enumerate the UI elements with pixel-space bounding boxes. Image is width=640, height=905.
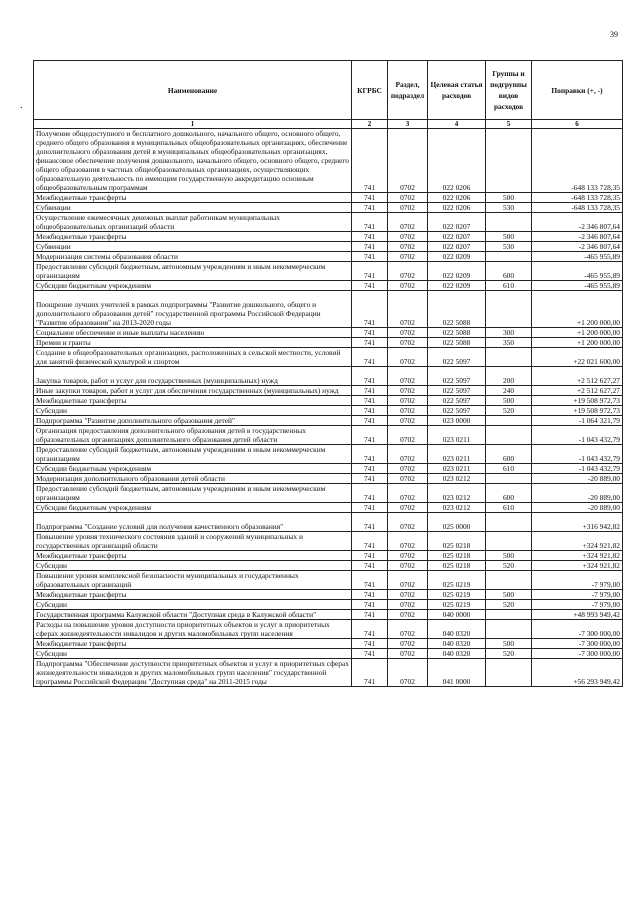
- row-amount: +19 508 972,73: [532, 406, 623, 416]
- row-amount: +324 921,82: [532, 561, 623, 571]
- row-kgrbs: 741: [352, 406, 388, 416]
- row-amount: -1 043 432,79: [532, 445, 623, 464]
- row-target-article: 023 0212: [428, 503, 486, 513]
- table-row: [34, 291, 623, 328]
- row-amount: -648 133 728,35: [532, 193, 623, 203]
- row-razdel: 0702: [388, 328, 428, 338]
- table-row: [34, 252, 623, 262]
- row-expense-type: 610: [486, 464, 532, 474]
- column-number: 6: [532, 120, 623, 129]
- row-target-article: 022 0206: [428, 203, 486, 213]
- row-expense-type: [486, 252, 532, 262]
- row-target-article: 022 0209: [428, 281, 486, 291]
- row-razdel: 0702: [388, 445, 428, 464]
- row-target-article: 023 0211: [428, 445, 486, 464]
- row-target-article: 022 5088: [428, 338, 486, 348]
- row-razdel: 0702: [388, 193, 428, 203]
- row-amount: -1 043 432,79: [532, 426, 623, 445]
- row-expense-type: [486, 291, 532, 328]
- row-expense-type: 520: [486, 649, 532, 659]
- row-kgrbs: 741: [352, 561, 388, 571]
- row-razdel: 0702: [388, 600, 428, 610]
- row-amount: -20 889,00: [532, 503, 623, 513]
- row-name: Модернизация дополнительного образования детей области: [34, 474, 352, 484]
- table-row: [34, 484, 623, 503]
- row-razdel: 0702: [388, 262, 428, 281]
- row-target-article: 022 5097: [428, 386, 486, 396]
- row-razdel: 0702: [388, 610, 428, 620]
- row-name: Подпрограмма "Создание условий для получения качественного образования": [34, 513, 352, 532]
- row-target-article: 022 0209: [428, 262, 486, 281]
- header-target-article: Целевая статья расходов: [428, 61, 486, 120]
- row-expense-type: [486, 659, 532, 687]
- row-name: Получение общедоступного и бесплатного дошкольного, начального общего, основного общего, среднего общего образования в муниципальных общеобразовательных организациях, обеспечение дополнительного образования детей в муниципальных общеобразовательных организациях, финансовое обеспечение получения дошкольного, начального общего, основного общего, среднего общего образования в частных общеобразовательных организациях, осуществляющих образовательную деятельность по имеющим государственную аккредитацию основным общеобразовательным программам: [34, 129, 352, 193]
- table-row: [34, 328, 623, 338]
- row-name: Создание в общеобразовательных организациях, расположенных в сельской местности, условий для занятий физической культурой и спортом: [34, 348, 352, 367]
- row-amount: -2 346 807,64: [532, 232, 623, 242]
- row-expense-type: [486, 213, 532, 232]
- row-target-article: 025 0000: [428, 513, 486, 532]
- row-amount: +1 200 000,00: [532, 328, 623, 338]
- row-kgrbs: 741: [352, 129, 388, 193]
- row-name: Субсидии: [34, 561, 352, 571]
- row-kgrbs: 741: [352, 464, 388, 474]
- row-expense-type: 610: [486, 281, 532, 291]
- table-row: [34, 532, 623, 551]
- row-kgrbs: 741: [352, 659, 388, 687]
- table-row: [34, 600, 623, 610]
- row-razdel: 0702: [388, 639, 428, 649]
- column-number-row: [34, 120, 623, 129]
- row-target-article: 023 0212: [428, 484, 486, 503]
- table-row: [34, 474, 623, 484]
- row-expense-type: 530: [486, 242, 532, 252]
- row-razdel: 0702: [388, 426, 428, 445]
- row-razdel: 0702: [388, 291, 428, 328]
- row-target-article: 022 5097: [428, 406, 486, 416]
- row-kgrbs: 741: [352, 281, 388, 291]
- row-amount: +22 021 600,00: [532, 348, 623, 367]
- row-kgrbs: 741: [352, 386, 388, 396]
- row-razdel: 0702: [388, 129, 428, 193]
- row-expense-type: 350: [486, 338, 532, 348]
- row-expense-type: 500: [486, 232, 532, 242]
- row-razdel: 0702: [388, 416, 428, 426]
- row-name: Подпрограмма "Развитие дополнительного образования детей": [34, 416, 352, 426]
- row-expense-type: [486, 620, 532, 639]
- row-target-article: 025 0219: [428, 600, 486, 610]
- row-razdel: 0702: [388, 590, 428, 600]
- row-kgrbs: 741: [352, 445, 388, 464]
- row-target-article: 023 0211: [428, 426, 486, 445]
- table-row: [34, 571, 623, 590]
- header-razdel: Раздел, подраздел: [388, 61, 428, 120]
- table-row: [34, 129, 623, 193]
- table-row: [34, 551, 623, 561]
- row-expense-type: [486, 416, 532, 426]
- row-kgrbs: 741: [352, 426, 388, 445]
- table-row: [34, 406, 623, 416]
- row-name: Иные закупки товаров, работ и услуг для обеспечения государственных (муниципальных) нужд: [34, 386, 352, 396]
- row-amount: -2 346 807,64: [532, 213, 623, 232]
- row-kgrbs: 741: [352, 348, 388, 367]
- row-expense-type: 520: [486, 600, 532, 610]
- row-expense-type: 600: [486, 484, 532, 503]
- table-row: [34, 348, 623, 367]
- table-row: [34, 590, 623, 600]
- row-razdel: 0702: [388, 551, 428, 561]
- row-amount: -7 979,00: [532, 600, 623, 610]
- row-razdel: 0702: [388, 406, 428, 416]
- header-kgrbs: КГРБС: [352, 61, 388, 120]
- table-row: [34, 338, 623, 348]
- row-target-article: 025 0219: [428, 590, 486, 600]
- row-amount: +1 200 000,00: [532, 338, 623, 348]
- margin-dot: .: [20, 100, 23, 111]
- row-kgrbs: 741: [352, 232, 388, 242]
- row-name: Государственная программа Калужской области "Доступная среда в Калужской области": [34, 610, 352, 620]
- row-kgrbs: 741: [352, 338, 388, 348]
- row-amount: -7 300 000,00: [532, 649, 623, 659]
- row-amount: -648 133 728,35: [532, 129, 623, 193]
- table-row: [34, 242, 623, 252]
- row-razdel: 0702: [388, 484, 428, 503]
- row-name: Межбюджетные трансферты: [34, 396, 352, 406]
- table-row: [34, 386, 623, 396]
- row-name: Межбюджетные трансферты: [34, 193, 352, 203]
- row-kgrbs: 741: [352, 649, 388, 659]
- row-expense-type: [486, 426, 532, 445]
- row-name: Социальное обеспечение и иные выплаты населению: [34, 328, 352, 338]
- row-kgrbs: 741: [352, 193, 388, 203]
- row-target-article: 022 5097: [428, 367, 486, 386]
- row-kgrbs: 741: [352, 242, 388, 252]
- row-expense-type: 500: [486, 551, 532, 561]
- row-target-article: 022 5088: [428, 291, 486, 328]
- column-number: 3: [388, 120, 428, 129]
- table-row: [34, 213, 623, 232]
- row-razdel: 0702: [388, 561, 428, 571]
- row-expense-type: 500: [486, 193, 532, 203]
- row-name: Расходы на повышение уровня доступности приоритетных объектов и услуг в приоритетных сферах жизнедеятельности инвалидов и других маломобильных групп населения: [34, 620, 352, 639]
- row-kgrbs: 741: [352, 532, 388, 551]
- row-expense-type: [486, 513, 532, 532]
- row-name: Субсидии: [34, 406, 352, 416]
- row-expense-type: 500: [486, 590, 532, 600]
- row-amount: +56 293 949,42: [532, 659, 623, 687]
- row-razdel: 0702: [388, 659, 428, 687]
- row-razdel: 0702: [388, 367, 428, 386]
- row-target-article: 022 0207: [428, 213, 486, 232]
- row-amount: -2 346 807,64: [532, 242, 623, 252]
- row-razdel: 0702: [388, 348, 428, 367]
- row-amount: -465 955,89: [532, 262, 623, 281]
- header-expense-type: Группы и подгруппы видов расходов: [486, 61, 532, 120]
- row-target-article: 040 0320: [428, 620, 486, 639]
- row-target-article: 022 0207: [428, 232, 486, 242]
- row-amount: -7 979,00: [532, 590, 623, 600]
- row-name: Модернизация системы образования области: [34, 252, 352, 262]
- row-target-article: 023 0212: [428, 474, 486, 484]
- table-row: [34, 513, 623, 532]
- column-number: 4: [428, 120, 486, 129]
- row-expense-type: 300: [486, 328, 532, 338]
- row-expense-type: 520: [486, 406, 532, 416]
- row-name: Субвенции: [34, 242, 352, 252]
- row-target-article: 025 0218: [428, 532, 486, 551]
- row-razdel: 0702: [388, 338, 428, 348]
- row-kgrbs: 741: [352, 203, 388, 213]
- row-razdel: 0702: [388, 464, 428, 474]
- row-amount: +2 512 627,27: [532, 367, 623, 386]
- row-razdel: 0702: [388, 503, 428, 513]
- row-amount: +48 993 949,42: [532, 610, 623, 620]
- table-row: [34, 561, 623, 571]
- row-amount: -7 979,00: [532, 571, 623, 590]
- row-kgrbs: 741: [352, 513, 388, 532]
- row-razdel: 0702: [388, 649, 428, 659]
- row-kgrbs: 741: [352, 262, 388, 281]
- row-name: Организация предоставления дополнительного образования детей в государственных образовательных организациях дополнительного образования детей области: [34, 426, 352, 445]
- row-name: Повышение уровня комплексной безопасности муниципальных и государственных образовательных организаций: [34, 571, 352, 590]
- column-number: 5: [486, 120, 532, 129]
- row-name: Межбюджетные трансферты: [34, 551, 352, 561]
- table-row: [34, 232, 623, 242]
- row-amount: +324 921,82: [532, 551, 623, 561]
- row-name: Субсидии бюджетным учреждениям: [34, 281, 352, 291]
- row-kgrbs: 741: [352, 474, 388, 484]
- table-row: [34, 659, 623, 687]
- row-amount: +324 921,82: [532, 532, 623, 551]
- row-razdel: 0702: [388, 213, 428, 232]
- row-name: Предоставление субсидий бюджетным, автономным учреждениям и иным некоммерческим организациям: [34, 484, 352, 503]
- row-name: Субсидии бюджетным учреждениям: [34, 503, 352, 513]
- row-razdel: 0702: [388, 242, 428, 252]
- row-kgrbs: 741: [352, 291, 388, 328]
- row-razdel: 0702: [388, 386, 428, 396]
- row-kgrbs: 741: [352, 252, 388, 262]
- table-row: [34, 610, 623, 620]
- row-amount: +2 512 627,27: [532, 386, 623, 396]
- row-kgrbs: 741: [352, 328, 388, 338]
- row-name: Межбюджетные трансферты: [34, 232, 352, 242]
- table-row: [34, 426, 623, 445]
- column-number: 2: [352, 120, 388, 129]
- row-expense-type: [486, 129, 532, 193]
- row-amount: -7 300 000,00: [532, 620, 623, 639]
- row-name: Субсидии: [34, 649, 352, 659]
- row-expense-type: [486, 571, 532, 590]
- row-amount: -20 889,00: [532, 474, 623, 484]
- row-amount: -648 133 728,35: [532, 203, 623, 213]
- row-razdel: 0702: [388, 252, 428, 262]
- table-row: [34, 193, 623, 203]
- row-name: Поощрение лучших учителей в рамках подпрограммы "Развитие дошкольного, общего и дополнительного образования детей" государственной программы Российской Федерации "Развитие образования" на 2013-2020 годы: [34, 291, 352, 328]
- row-razdel: 0702: [388, 474, 428, 484]
- row-kgrbs: 741: [352, 396, 388, 406]
- row-razdel: 0702: [388, 232, 428, 242]
- row-razdel: 0702: [388, 571, 428, 590]
- row-kgrbs: 741: [352, 484, 388, 503]
- row-kgrbs: 741: [352, 551, 388, 561]
- row-target-article: 025 0219: [428, 571, 486, 590]
- row-amount: -20 889,00: [532, 484, 623, 503]
- header-name: Наименование: [34, 61, 352, 120]
- row-amount: -7 300 000,00: [532, 639, 623, 649]
- row-target-article: 023 0000: [428, 416, 486, 426]
- row-razdel: 0702: [388, 532, 428, 551]
- row-kgrbs: 741: [352, 600, 388, 610]
- row-name: Субсидии: [34, 600, 352, 610]
- row-expense-type: 500: [486, 396, 532, 406]
- row-target-article: 040 0320: [428, 639, 486, 649]
- table-body: [34, 129, 623, 687]
- row-amount: +316 942,82: [532, 513, 623, 532]
- row-expense-type: 500: [486, 639, 532, 649]
- row-kgrbs: 741: [352, 503, 388, 513]
- row-expense-type: 600: [486, 445, 532, 464]
- row-target-article: 022 0207: [428, 242, 486, 252]
- row-kgrbs: 741: [352, 610, 388, 620]
- row-target-article: 022 5097: [428, 348, 486, 367]
- row-amount: -1 064 321,79: [532, 416, 623, 426]
- row-expense-type: 610: [486, 503, 532, 513]
- page-number: 39: [610, 30, 618, 39]
- row-amount: +1 200 000,00: [532, 291, 623, 328]
- row-name: Премии и гранты: [34, 338, 352, 348]
- table-row: [34, 620, 623, 639]
- row-target-article: 022 0209: [428, 252, 486, 262]
- row-kgrbs: 741: [352, 367, 388, 386]
- table-row: [34, 203, 623, 213]
- row-razdel: 0702: [388, 513, 428, 532]
- row-target-article: 022 0206: [428, 193, 486, 203]
- row-kgrbs: 741: [352, 213, 388, 232]
- row-amount: -465 955,89: [532, 281, 623, 291]
- row-target-article: 040 0320: [428, 649, 486, 659]
- row-name: Повышение уровня технического состояния зданий и сооружений муниципальных и государственных организаций области: [34, 532, 352, 551]
- row-expense-type: 600: [486, 262, 532, 281]
- row-expense-type: [486, 474, 532, 484]
- table-row: [34, 262, 623, 281]
- row-expense-type: [486, 348, 532, 367]
- row-name: Субвенции: [34, 203, 352, 213]
- column-number: 1: [34, 120, 352, 129]
- row-name: Субсидии бюджетным учреждениям: [34, 464, 352, 474]
- table-row: [34, 367, 623, 386]
- row-target-article: 041 0000: [428, 659, 486, 687]
- row-razdel: 0702: [388, 396, 428, 406]
- table-row: [34, 649, 623, 659]
- row-razdel: 0702: [388, 620, 428, 639]
- row-name: Межбюджетные трансферты: [34, 590, 352, 600]
- row-amount: -1 043 432,79: [532, 464, 623, 474]
- row-target-article: 025 0218: [428, 561, 486, 571]
- table-row: [34, 639, 623, 649]
- header-row: [34, 61, 623, 120]
- row-expense-type: 530: [486, 203, 532, 213]
- row-name: Предоставление субсидий бюджетным, автономным учреждениям и иным некоммерческим организациям: [34, 262, 352, 281]
- row-expense-type: 240: [486, 386, 532, 396]
- row-target-article: 022 5097: [428, 396, 486, 406]
- row-amount: +19 508 972,73: [532, 396, 623, 406]
- header-amendments: Поправки (+, -): [532, 61, 623, 120]
- row-kgrbs: 741: [352, 590, 388, 600]
- row-kgrbs: 741: [352, 416, 388, 426]
- row-expense-type: 520: [486, 561, 532, 571]
- row-target-article: 040 0000: [428, 610, 486, 620]
- row-kgrbs: 741: [352, 639, 388, 649]
- row-name: Подпрограмма "Обеспечение доступности приоритетных объектов и услуг в приоритетных сферах жизнедеятельности инвалидов и других маломобильных групп населения" государственной программы Российской Федерации "Доступная среда" на 2011-2015 годы: [34, 659, 352, 687]
- row-name: Осуществление ежемесячных денежных выплат работникам муниципальных общеобразовательных организаций области: [34, 213, 352, 232]
- row-expense-type: [486, 532, 532, 551]
- table-row: [34, 281, 623, 291]
- row-expense-type: 200: [486, 367, 532, 386]
- row-razdel: 0702: [388, 281, 428, 291]
- row-name: Межбюджетные трансферты: [34, 639, 352, 649]
- row-target-article: 025 0218: [428, 551, 486, 561]
- row-target-article: 022 5088: [428, 328, 486, 338]
- table-row: [34, 445, 623, 464]
- row-kgrbs: 741: [352, 620, 388, 639]
- row-expense-type: [486, 610, 532, 620]
- budget-amendments-table: [33, 60, 623, 687]
- table-row: [34, 396, 623, 406]
- row-amount: -465 955,89: [532, 252, 623, 262]
- table-row: [34, 464, 623, 474]
- row-razdel: 0702: [388, 203, 428, 213]
- row-target-article: 022 0206: [428, 129, 486, 193]
- row-name: Предоставление субсидий бюджетным, автономным учреждениям и иным некоммерческим организациям: [34, 445, 352, 464]
- table-row: [34, 416, 623, 426]
- row-target-article: 023 0211: [428, 464, 486, 474]
- table-row: [34, 503, 623, 513]
- row-name: Закупка товаров, работ и услуг для государственных (муниципальных) нужд: [34, 367, 352, 386]
- row-kgrbs: 741: [352, 571, 388, 590]
